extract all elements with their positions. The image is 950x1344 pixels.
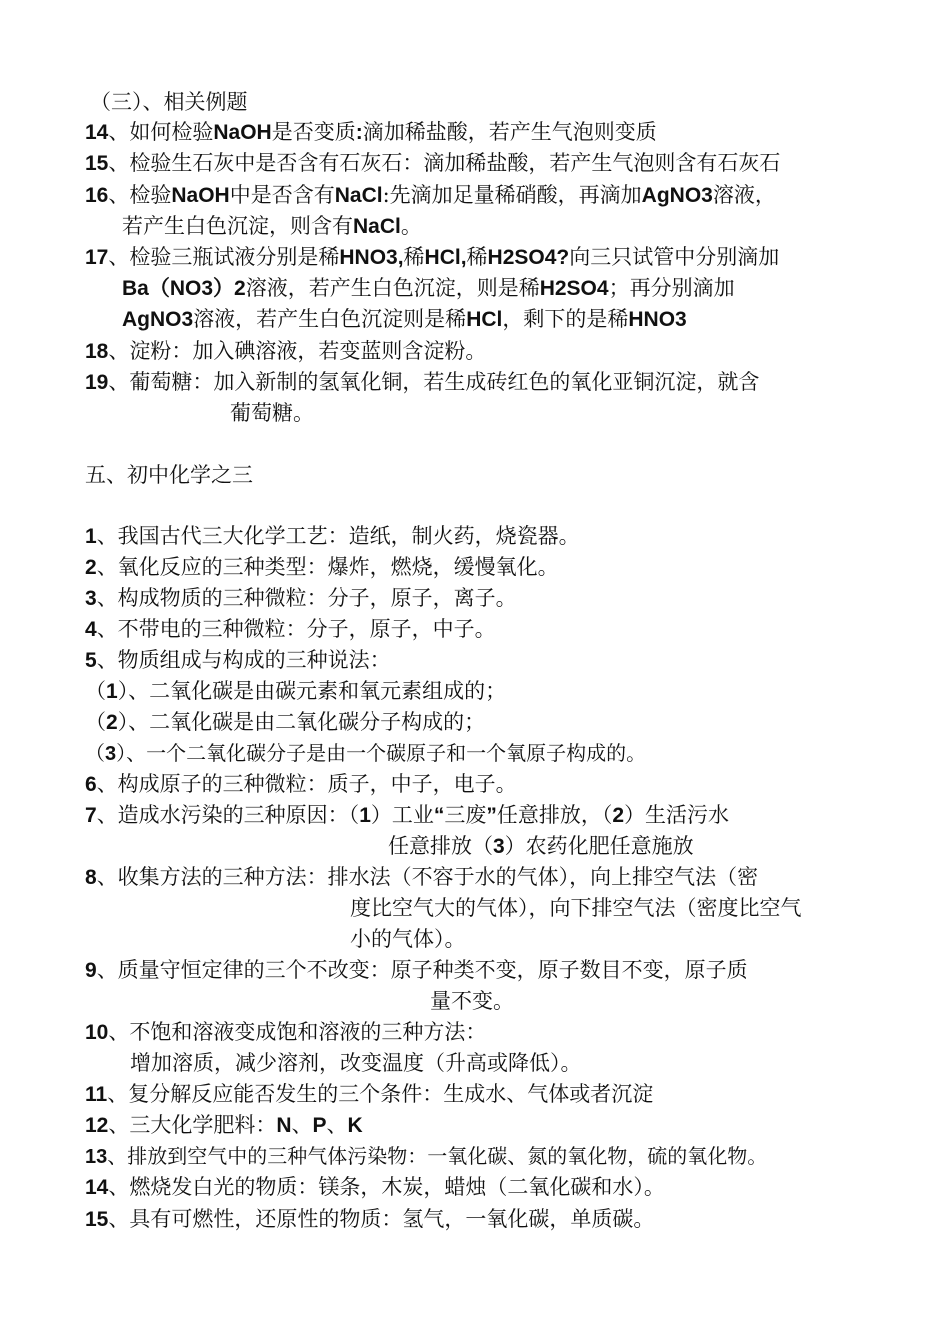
text-line	[388, 831, 694, 862]
text-segment: ）工业	[370, 803, 434, 827]
text-segment: 是否变质	[271, 120, 356, 144]
bold-segment: 15	[85, 152, 109, 175]
text-segment: ）农药化肥任意施放	[504, 834, 694, 858]
text-segment: （	[85, 679, 106, 703]
text-segment: 若产生白色沉淀，则含有	[122, 214, 353, 238]
bold-segment: 5	[85, 649, 97, 672]
bold-segment: 3	[493, 835, 505, 858]
text-segment: 、收集方法的三种方法：排水法（不容于水的气体），向上排空气法（密	[96, 865, 759, 889]
text-line	[122, 304, 687, 335]
text-segment: 、	[326, 1113, 348, 1137]
bold-segment: 11	[85, 1083, 108, 1106]
bold-segment: 4	[85, 618, 97, 641]
text-segment: 、如何检验	[108, 120, 214, 144]
text-line	[85, 180, 776, 211]
text-segment: 、具有可燃性，还原性的物质：氢气，一氧化碳，单质碳。	[108, 1207, 655, 1231]
bold-segment: 8	[85, 866, 97, 889]
bold-segment: 7	[85, 804, 97, 827]
bold-segment: 9	[85, 959, 97, 982]
bold-segment: 14	[85, 121, 109, 144]
text-segment: 溶液，若产生白色沉淀则是稀	[193, 307, 467, 331]
text-line	[85, 955, 748, 986]
text-line	[85, 769, 517, 800]
bold-segment: Ba（NO3）2	[122, 277, 246, 300]
bold-segment: HNO3,	[339, 246, 404, 269]
text-segment: 五、初中化学之三	[85, 463, 253, 487]
text-line	[430, 986, 514, 1016]
text-segment: 、淀粉：加入碘溶液，若变蓝则含淀粉。	[108, 339, 487, 363]
bold-segment: 6	[85, 773, 97, 796]
text-segment: 滴加稀盐酸，若产生气泡则变质	[362, 120, 657, 144]
bold-segment: 2	[106, 711, 118, 734]
text-segment: 、物质组成与构成的三种说法：	[96, 648, 391, 672]
bold-segment: ”	[486, 804, 497, 827]
text-segment: 稀	[403, 245, 425, 269]
text-segment: ；再分别滴加	[608, 276, 735, 300]
bold-segment: 18	[85, 340, 109, 363]
text-line	[85, 148, 780, 179]
text-segment: 、不饱和溶液变成饱和溶液的三种方法：	[108, 1020, 487, 1044]
bold-segment: 19	[85, 371, 109, 394]
text-segment: 溶液，若产生白色沉淀，则是稀	[245, 276, 540, 300]
text-segment: 、三大化学肥料：	[108, 1113, 277, 1137]
text-segment: ）生活污水	[624, 803, 730, 827]
text-line	[85, 336, 486, 367]
text-line	[85, 1017, 486, 1048]
bold-segment: H2SO4?	[487, 246, 570, 269]
bold-segment: 15	[85, 1208, 109, 1231]
text-line	[85, 367, 759, 398]
text-segment: 量不变。	[430, 989, 514, 1013]
text-line	[130, 1048, 582, 1078]
bold-segment: 13	[85, 1146, 108, 1168]
bold-segment: 17	[85, 246, 109, 269]
text-line	[90, 87, 248, 117]
bold-segment: 1	[359, 804, 371, 827]
text-segment: 、葡萄糖：加入新制的氢氧化铜，若生成砖红色的氧化亚铜沉淀，就含	[108, 370, 760, 394]
text-segment: ）、一个二氧化碳分子是由一个碳原子和一个氧原子构成的。	[116, 741, 647, 765]
text-segment: ，剩下的是稀	[502, 307, 629, 331]
text-segment: 、构成原子的三种微粒：质子，中子，电子。	[96, 772, 517, 796]
text-segment: 、我国古代三大化学工艺：造纸，制火药，烧瓷器。	[96, 524, 580, 548]
text-line	[85, 521, 580, 552]
bold-segment: 1	[85, 525, 97, 548]
text-segment: ）、二氧化碳是由二氧化碳分子构成的；	[117, 710, 486, 734]
text-line	[85, 800, 729, 831]
bold-segment: 3	[105, 743, 117, 765]
text-segment: 、不带电的三种微粒：分子，原子，中子。	[96, 617, 496, 641]
text-segment: 、氧化反应的三种类型：爆炸，燃烧，缓慢氧化。	[96, 555, 559, 579]
bold-segment: 14	[85, 1176, 109, 1199]
text-segment: 葡萄糖。	[230, 401, 314, 425]
text-segment: 、	[291, 1113, 313, 1137]
bold-segment: NaOH	[171, 184, 230, 207]
text-line	[85, 614, 496, 645]
text-segment: 增加溶质，减少溶剂，改变温度（升高或降低）。	[130, 1051, 582, 1075]
text-segment: :先滴加足量稀硝酸，再滴加	[382, 183, 642, 207]
text-line	[85, 242, 779, 273]
text-line	[85, 1110, 363, 1141]
text-line	[85, 676, 506, 707]
text-segment: 、检验生石灰中是否含有石灰石：滴加稀盐酸，若产生气泡则含有石灰石	[108, 151, 781, 175]
text-segment: 、检验	[108, 183, 172, 207]
text-segment: 。	[400, 214, 422, 238]
text-line	[122, 273, 735, 304]
text-line	[85, 707, 485, 738]
bold-segment: N	[276, 1114, 292, 1137]
text-line	[85, 1141, 767, 1172]
text-segment: 、构成物质的三种微粒：分子，原子，离子。	[96, 586, 517, 610]
text-line	[85, 1204, 654, 1235]
bold-segment: HCl,	[424, 246, 467, 269]
text-line	[85, 738, 646, 769]
text-segment: 、检验三瓶试液分别是稀	[108, 245, 340, 269]
text-segment: 、造成水污染的三种原因：（	[96, 803, 360, 827]
bold-segment: HCl	[466, 308, 503, 331]
text-line	[85, 1079, 653, 1110]
bold-segment: 3	[85, 587, 97, 610]
bold-segment: H2SO4	[539, 277, 609, 300]
text-segment: 度比空气大的气体），向下排空气法（密度比空气	[350, 896, 802, 920]
text-line	[85, 583, 517, 614]
text-segment: 中是否含有	[229, 183, 335, 207]
bold-segment: NaCl	[353, 215, 401, 238]
bold-segment: NaCl	[334, 184, 383, 207]
text-line	[85, 117, 657, 148]
bold-segment: 12	[85, 1114, 109, 1137]
text-segment: 溶液，	[712, 183, 776, 207]
text-segment: 三废	[444, 803, 487, 827]
bold-segment: 2	[612, 804, 625, 827]
text-line	[85, 1172, 665, 1203]
text-segment: （三）、相关例题	[90, 90, 248, 114]
text-line	[122, 211, 422, 242]
bold-segment: HNO3	[628, 308, 687, 331]
text-line	[350, 893, 802, 923]
text-segment: （	[85, 710, 106, 734]
text-segment: 、燃烧发白光的物质：镁条，木炭，蜡烛（二氧化碳和水）。	[108, 1175, 665, 1199]
bold-segment: P	[312, 1114, 327, 1137]
text-line	[230, 398, 314, 428]
bold-segment: K	[347, 1114, 363, 1137]
bold-segment: NaOH	[213, 121, 272, 144]
bold-segment: :	[355, 121, 363, 144]
bold-segment: 1	[106, 680, 118, 703]
bold-segment: 10	[85, 1021, 109, 1044]
text-segment: 、复分解反应能否发生的三个条件：生成水、气体或者沉淀	[107, 1082, 654, 1106]
text-line	[350, 924, 466, 954]
text-segment: 稀	[466, 245, 488, 269]
text-line	[85, 460, 253, 490]
bold-segment: 16	[85, 184, 109, 207]
text-line	[85, 552, 559, 583]
text-line	[85, 645, 391, 676]
text-segment: 、质量守恒定律的三个不改变：原子种类不变，原子数目不变，原子质	[96, 958, 748, 982]
text-segment: （	[85, 741, 105, 765]
text-segment: 任意排放，（	[496, 803, 613, 827]
text-segment: 小的气体）。	[350, 927, 466, 951]
text-segment: 向三只试管中分别滴加	[569, 245, 780, 269]
text-segment: ）、二氧化碳是由碳元素和氧元素组成的；	[117, 679, 507, 703]
bold-segment: AgNO3	[122, 308, 194, 331]
text-line	[85, 862, 758, 893]
text-segment: 、排放到空气中的三种气体污染物：一氧化碳、氮的氧化物，硫的氧化物。	[107, 1144, 768, 1168]
bold-segment: 2	[85, 556, 97, 579]
bold-segment: “	[433, 804, 445, 827]
bold-segment: AgNO3	[641, 184, 713, 207]
text-segment: 任意排放（	[388, 834, 493, 858]
